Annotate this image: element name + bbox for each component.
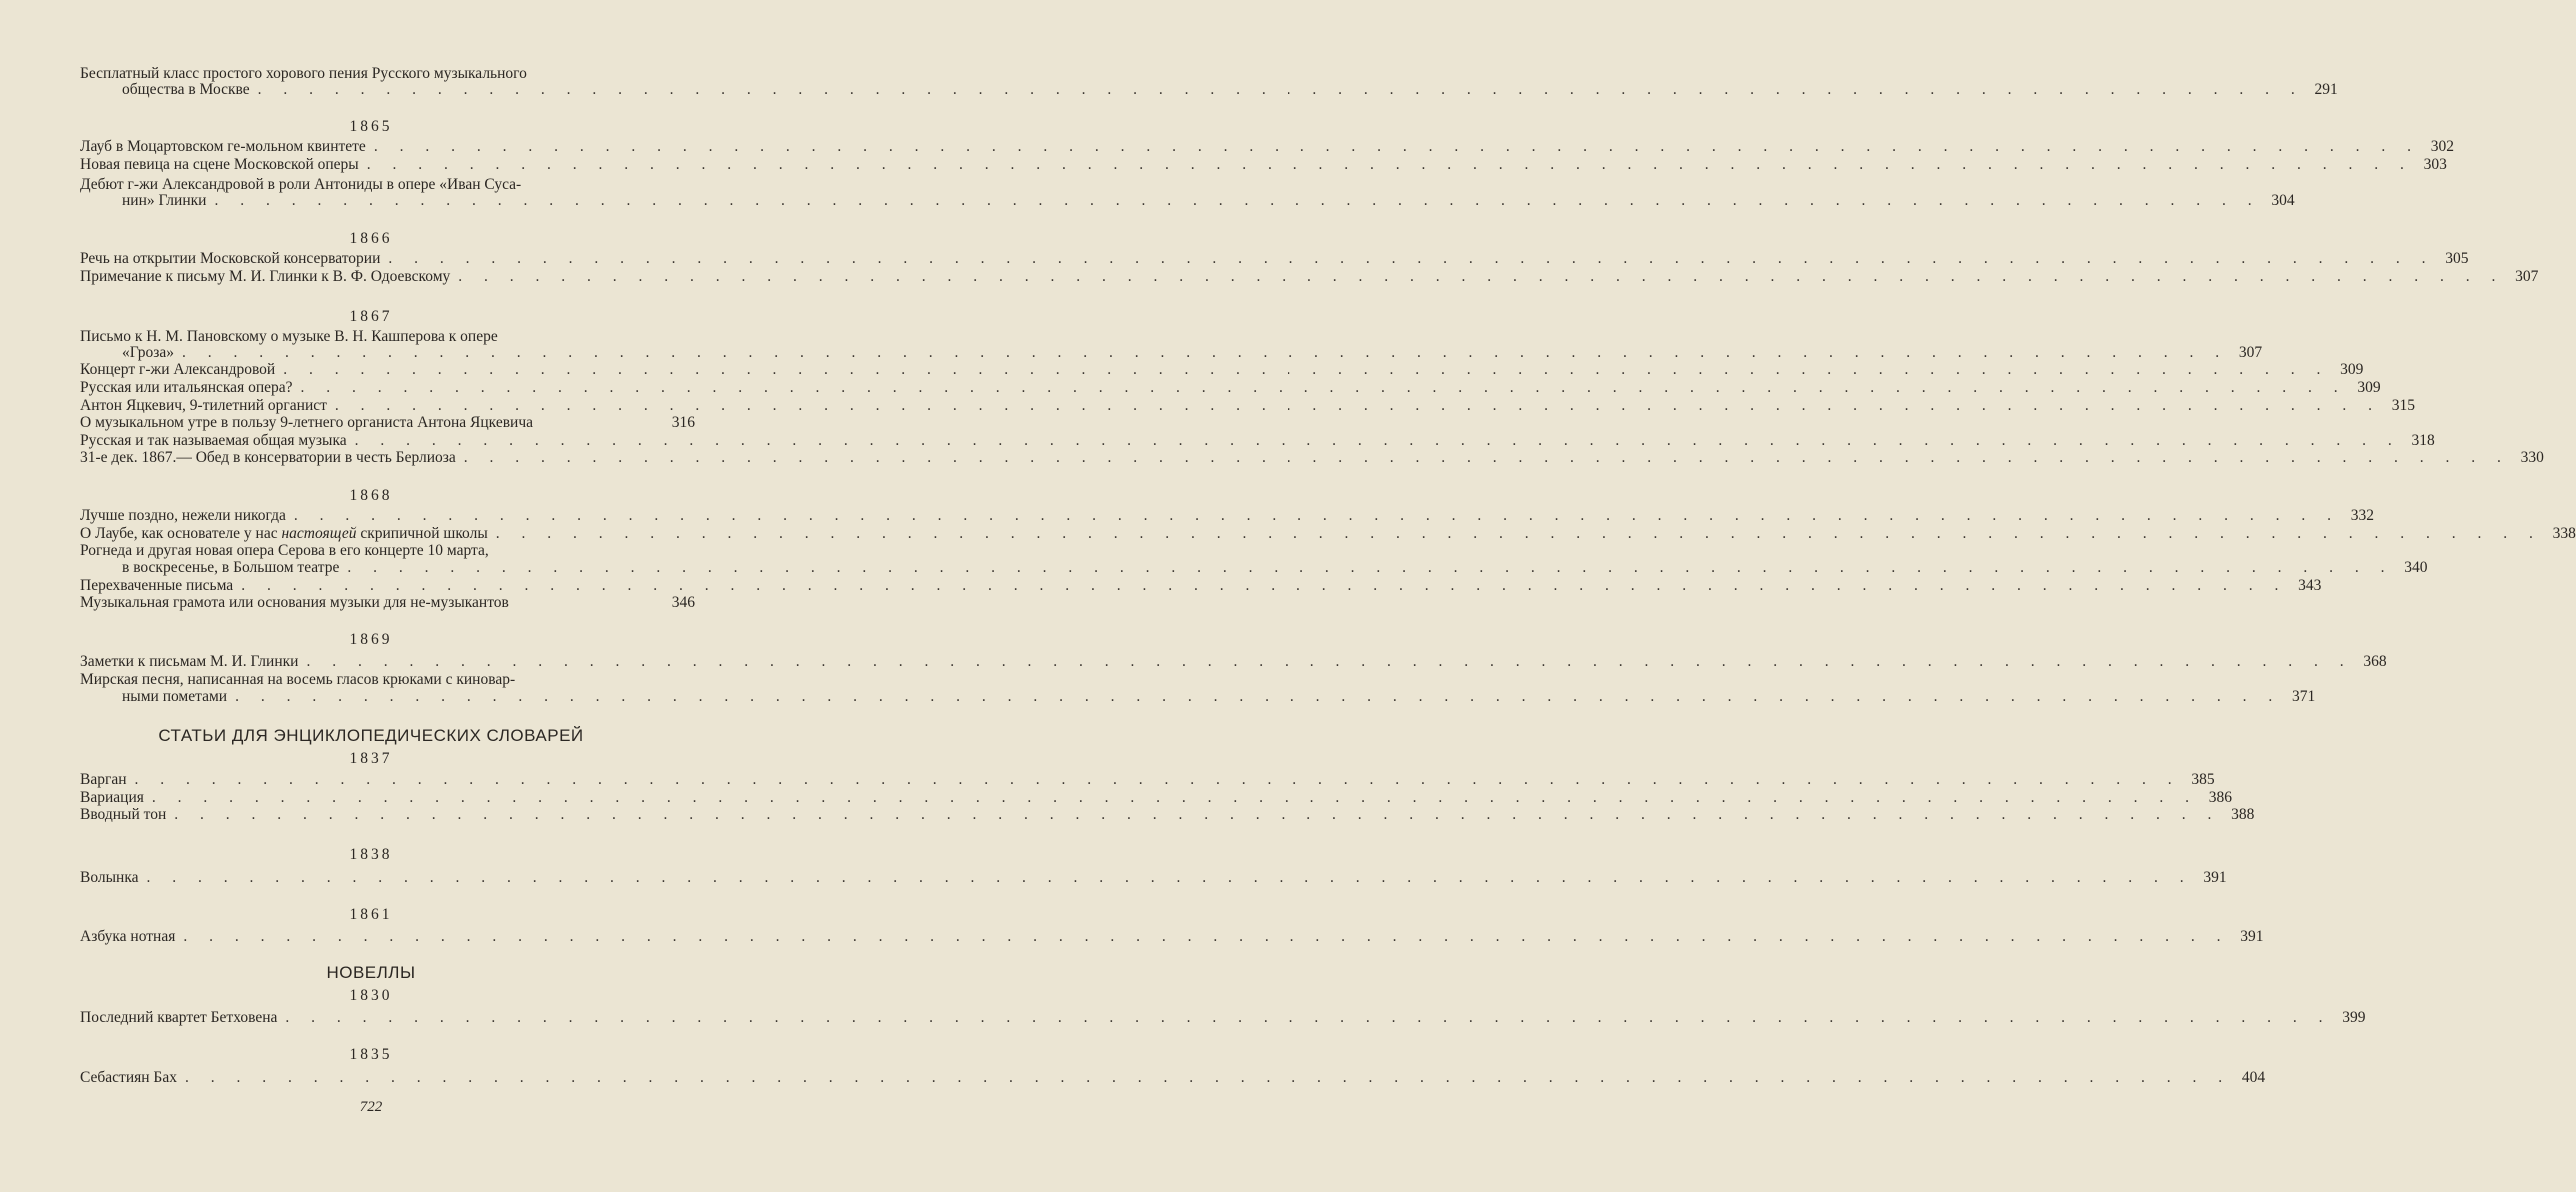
entry-title: Антон Яцкевич, 9-тилетний органист xyxy=(80,397,327,414)
toc-entry xyxy=(80,138,2454,156)
page-ref: 391 xyxy=(2240,928,2264,945)
toc-entry xyxy=(80,1009,2366,1027)
entry-title: Бесплатный класс простого хорового пения Русского музыкального xyxy=(80,65,527,82)
page-ref: 307 xyxy=(2238,344,2263,361)
year-heading: 1838 xyxy=(349,846,393,863)
page-ref: 291 xyxy=(2314,81,2338,98)
emphasis: настоящей xyxy=(281,525,357,542)
toc-entry xyxy=(80,250,2469,268)
page-ref: 404 xyxy=(2241,1069,2266,1086)
toc-entry xyxy=(80,577,2322,595)
toc-entry xyxy=(80,397,2416,415)
entry-title: Русская и так называемая общая музыка xyxy=(80,432,347,449)
entry-title: «Гроза» xyxy=(122,344,174,361)
toc-entry xyxy=(80,432,2435,450)
year-heading: 1865 xyxy=(349,118,393,135)
page-ref: 305 xyxy=(2445,250,2469,267)
entry-title: Русская или итальянская опера? xyxy=(80,379,293,396)
toc-entry xyxy=(80,594,695,612)
entry-title: Варган xyxy=(80,771,127,788)
toc-entry xyxy=(80,449,2544,467)
page-ref: 307 xyxy=(2515,268,2539,285)
dot-leader: . . . . . . . . . . . . . . . . . . . . . . . . . . . . . . . . . . . . . . . . . . . . . . . . . . . . . . . . . . . . . . . . . . . . . . . . . . . . . . . . xyxy=(366,156,2413,173)
toc-entry xyxy=(80,156,2447,174)
dot-leader: . . . . . . . . . . . . . . . . . . . . . . . . . . . . . . . . . . . . . . . . . . . . . . . . . . . . . . . . . . . . . . . . . . . . . . . . . . . . . . . . xyxy=(214,192,2261,209)
dot-leader: . . . . . . . . . . . . . . . . . . . . . . . . . . . . . . . . . . . . . . . . . . . . . . . . . . . . . . . . . . . . . . . . . . . . . . . . . . . . . . . . xyxy=(354,432,2401,449)
page-number: 722 xyxy=(359,1099,383,1115)
toc-entry xyxy=(122,688,2316,706)
year-heading: 1830 xyxy=(349,987,393,1004)
dot-leader: . . . . . . . . . . . . . . . . . . . . . . . . . . . . . . . . . . . . . . . . . . . . . . . . . . . . . . . . . . . . . . . . . . . . . . . . . . . . . . . . xyxy=(174,806,2221,823)
dot-leader: . . . . . . . . . . . . . . . . . . . . . . . . . . . . . . . . . . . . . . . . . . . . . . . . . . . . . . . . . . . . . . . . . . . . . . . . . . . . . . . . xyxy=(458,268,2505,285)
toc-entry xyxy=(80,361,2364,379)
dot-leader: . . . . . . . . . . . . . . . . . . . . . . . . . . . . . . . . . . . . . . . . . . . . . . . . . . . . . . . . . . . . . . . . . . . . . . . . . . . . . . . . xyxy=(388,250,2435,267)
page-ref: 386 xyxy=(2208,789,2232,806)
entry-title: Волынка xyxy=(80,869,139,886)
toc-entry xyxy=(80,653,2387,671)
entry-title: Вариация xyxy=(80,789,144,806)
page-ref: 309 xyxy=(2357,379,2381,396)
section-heading: СТАТЬИ ДЛЯ ЭНЦИКЛОПЕДИЧЕСКИХ СЛОВАРЕЙ xyxy=(158,726,584,745)
entry-title: Заметки к письмам М. И. Глинки xyxy=(80,653,299,670)
page-ref: 332 xyxy=(2350,507,2374,524)
entry-title: Рогнеда и другая новая опера Серова в его концерте 10 марта, xyxy=(80,542,489,559)
entry-title: О Лаубе, как основателе у нас настоящей скрипичной школы xyxy=(80,525,488,542)
dot-leader: . . . . . . . . . . . . . . . . . . . . . . . . . . . . . . . . . . . . . . . . . . . . . . . . . . . . . . . . . . . . . . . . . . . . . . . . . . . . . . . . xyxy=(463,449,2510,466)
page-ref: 371 xyxy=(2291,688,2316,705)
entry-title: О музыкальном утре в пользу 9-летнего органиста Антона Яцкевича xyxy=(80,414,533,431)
toc-entry xyxy=(80,268,2539,286)
page-ref: 399 xyxy=(2342,1009,2366,1026)
dot-leader: . . . . . . . . . . . . . . . . . . . . . . . . . . . . . . . . . . . . . . . . . . . . . . . . . . . . . . . . . . . . . . . . . . . . . . . . . . . . . . . . xyxy=(151,789,2198,806)
toc-entry xyxy=(80,507,2374,525)
entry-title: Мирская песня, написанная на восемь гласов крюками с киновар- xyxy=(80,671,516,688)
dot-leader: . . . . . . . . . . . . . . . . . . . . . . . . . . . . . . . . . . . . . . . . . . . . . . . . . . . . . . . . . . . . . . . . . . . . . . . . . . . . . . . . xyxy=(183,928,2230,945)
dot-leader: . . . . . . . . . . . . . . . . . . . . . . . . . . . . . . . . . . . . . . . . . . . . . . . . . . . . . . . . . . . . . . . . . . . . . . . . . . . . . . . . xyxy=(182,344,2229,361)
page-ref: 343 xyxy=(2298,577,2322,594)
entry-title: Себастиян Бах xyxy=(80,1069,177,1086)
toc-entry xyxy=(122,559,2428,577)
toc-entry-line xyxy=(80,671,695,689)
toc-entry xyxy=(80,789,2232,807)
page-ref: 303 xyxy=(2423,156,2447,173)
toc-entry xyxy=(80,928,2264,946)
toc-entry xyxy=(80,414,695,432)
toc-entry xyxy=(122,81,2338,99)
page-ref: 385 xyxy=(2191,771,2215,788)
entry-title: Концерт г-жи Александровой xyxy=(80,361,276,378)
entry-title: Последний квартет Бетховена xyxy=(80,1009,278,1026)
entry-title: Письмо к Н. М. Пановскому о музыке В. Н. Кашперова к опере xyxy=(80,328,498,345)
toc-entry xyxy=(80,379,2381,397)
entry-title: Перехваченные письма xyxy=(80,577,234,594)
toc-entry xyxy=(80,806,2255,824)
dot-leader: . . . . . . . . . . . . . . . . . . . . . . . . . . . . . . . . . . . . . . . . . . . . . . . . . . . . . . . . . . . . . . . . . . . . . . . . . . . . . . . . xyxy=(146,869,2193,886)
toc-entry xyxy=(80,771,2215,789)
entry-title: Новая певица на сцене Московской оперы xyxy=(80,156,359,173)
page-ref: 338 xyxy=(2552,525,2576,542)
page-ref: 304 xyxy=(2271,192,2295,209)
entry-title: Музыкальная грамота или основания музыки для не-музыкантов xyxy=(80,594,509,611)
entry-title: в воскресенье, в Большом театре xyxy=(122,559,340,576)
dot-leader: . . . . . . . . . . . . . . . . . . . . . . . . . . . . . . . . . . . . . . . . . . . . . . . . . . . . . . . . . . . . . . . . . . . . . . . . . . . . . . . . xyxy=(184,1069,2232,1086)
dot-leader: . . . . . . . . . . . . . . . . . . . . . . . . . . . . . . . . . . . . . . . . . . . . . . . . . . . . . . . . . . . . . . . . . . . . . . . . . . . . . . . . xyxy=(334,397,2382,414)
year-heading: 1868 xyxy=(349,487,393,504)
year-heading: 1866 xyxy=(349,230,393,247)
page-ref: 315 xyxy=(2391,397,2416,414)
toc-entry xyxy=(80,525,2576,543)
entry-title: Дебют г-жи Александровой в роли Антониды в опере «Иван Суса- xyxy=(80,176,522,193)
year-heading: 1835 xyxy=(349,1046,393,1063)
entry-title: Лучше поздно, нежели никогда xyxy=(80,507,286,524)
dot-leader: . . . . . . . . . . . . . . . . . . . . . . . . . . . . . . . . . . . . . . . . . . . . . . . . . . . . . . . . . . . . . . . . . . . . . . . . . . . . . . . . xyxy=(300,379,2347,396)
section-heading: НОВЕЛЛЫ xyxy=(326,963,416,982)
dot-leader: . . . . . . . . . . . . . . . . . . . . . . . . . . . . . . . . . . . . . . . . . . . . . . . . . . . . . . . . . . . . . . . . . . . . . . . . . . . . . . . . xyxy=(241,577,2288,594)
dot-leader: . . . . . . . . . . . . . . . . . . . . . . . . . . . . . . . . . . . . . . . . . . . . . . . . . . . . . . . . . . . . . . . . . . . . . . . . . . . . . . . . xyxy=(347,559,2394,576)
entry-title: Вводный тон xyxy=(80,806,167,823)
toc-entry xyxy=(80,1069,2266,1087)
entry-title: нин» Глинки xyxy=(122,192,207,209)
page-ref: 346 xyxy=(671,594,695,611)
entry-title: 31-е дек. 1867.— Обед в консерватории в честь Берлиоза xyxy=(80,449,456,466)
toc-entry xyxy=(122,344,2263,362)
dot-leader: . . . . . . . . . . . . . . . . . . . . . . . . . . . . . . . . . . . . . . . . . . . . . . . . . . . . . . . . . . . . . . . . . . . . . . . . . . . . . . . . xyxy=(293,507,2340,524)
page-ref: 340 xyxy=(2404,559,2428,576)
entry-title: Лауб в Моцартовском ге-мольном квинтете xyxy=(80,138,366,155)
page-ref: 330 xyxy=(2520,449,2544,466)
entry-title: Азбука нотная xyxy=(80,928,176,945)
page-ref: 391 xyxy=(2203,869,2227,886)
page-ref: 309 xyxy=(2340,361,2364,378)
dot-leader: . . . . . . . . . . . . . . . . . . . . . . . . . . . . . . . . . . . . . . . . . . . . . . . . . . . . . . . . . . . . . . . . . . . . . . . . . . . . . . . . xyxy=(306,653,2353,670)
entry-title: общества в Москве xyxy=(122,81,250,98)
entry-title: Речь на открытии Московской консерватории xyxy=(80,250,381,267)
toc-entry-line xyxy=(80,542,695,560)
toc-entry xyxy=(80,869,2227,887)
page-ref: 316 xyxy=(671,414,695,431)
year-heading: 1837 xyxy=(349,750,393,767)
year-heading: 1867 xyxy=(349,308,393,325)
entry-title: ными пометами xyxy=(122,688,228,705)
dot-leader: . . . . . . . . . . . . . . . . . . . . . . . . . . . . . . . . . . . . . . . . . . . . . . . . . . . . . . . . . . . . . . . . . . . . . . . . . . . . . . . . xyxy=(283,361,2330,378)
toc-entry xyxy=(122,192,2295,210)
page-ref: 368 xyxy=(2363,653,2387,670)
dot-leader: . . . . . . . . . . . . . . . . . . . . . . . . . . . . . . . . . . . . . . . . . . . . . . . . . . . . . . . . . . . . . . . . . . . . . . . . . . . . . . . . xyxy=(285,1009,2332,1026)
dot-leader: . . . . . . . . . . . . . . . . . . . . . . . . . . . . . . . . . . . . . . . . . . . . . . . . . . . . . . . . . . . . . . . . . . . . . . . . . . . . . . . . xyxy=(235,688,2282,705)
dot-leader: . . . . . . . . . . . . . . . . . . . . . . . . . . . . . . . . . . . . . . . . . . . . . . . . . . . . . . . . . . . . . . . . . . . . . . . . . . . . . . . . xyxy=(495,525,2542,542)
dot-leader: . . . . . . . . . . . . . . . . . . . . . . . . . . . . . . . . . . . . . . . . . . . . . . . . . . . . . . . . . . . . . . . . . . . . . . . . . . . . . . . . xyxy=(257,81,2304,98)
year-heading: 1861 xyxy=(349,906,393,923)
page-ref: 388 xyxy=(2231,806,2255,823)
page-ref: 302 xyxy=(2430,138,2454,155)
dot-leader: . . . . . . . . . . . . . . . . . . . . . . . . . . . . . . . . . . . . . . . . . . . . . . . . . . . . . . . . . . . . . . . . . . . . . . . . . . . . . . . . xyxy=(134,771,2181,788)
dot-leader: . . . . . . . . . . . . . . . . . . . . . . . . . . . . . . . . . . . . . . . . . . . . . . . . . . . . . . . . . . . . . . . . . . . . . . . . . . . . . . . . xyxy=(373,138,2420,155)
year-heading: 1869 xyxy=(349,631,393,648)
entry-title: Примечание к письму М. И. Глинки к В. Ф. Одоевскому xyxy=(80,268,451,285)
page-ref: 318 xyxy=(2411,432,2435,449)
